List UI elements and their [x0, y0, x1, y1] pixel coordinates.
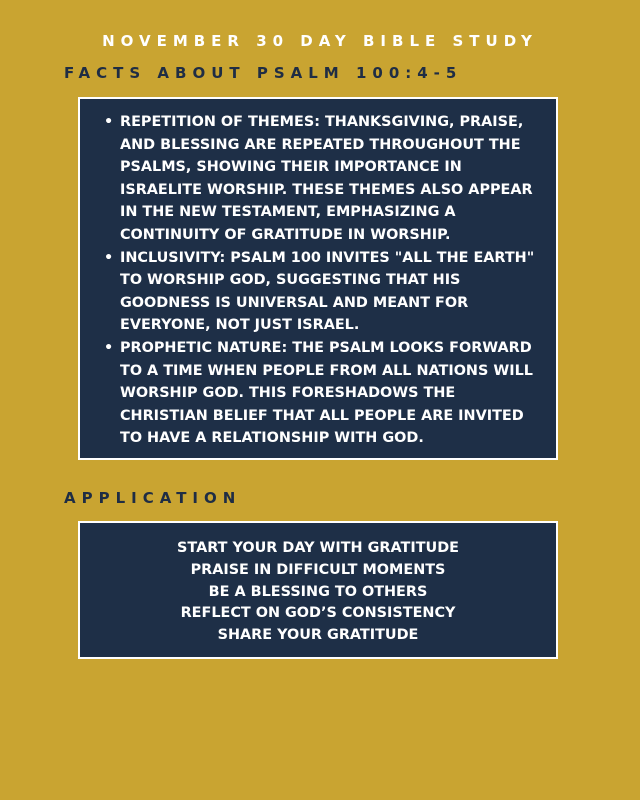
application-item: PRAISE IN DIFFICULT MOMENTS: [190, 561, 446, 578]
application-list: [80, 523, 556, 647]
bullet-icon: •: [104, 249, 114, 266]
fact-text: PROPHETIC NATURE: THE PSALM LOOKS FORWARD TO A TIME WHEN PEOPLE FROM ALL NATIONS WILL WORSHIP GOD. THIS FORESHADOWS THE CHRISTIAN BELIEF THAT ALL PEOPLE ARE INVITED TO HAVE A RELATIONSHIP WITH GOD.: [120, 339, 533, 447]
page-title: NOVEMBER 30 DAY BIBLE STUDY: [102, 32, 538, 50]
facts-heading: FACTS ABOUT PSALM 100:4-5: [64, 64, 463, 82]
facts-list: [80, 99, 556, 450]
application-item: SHARE YOUR GRATITUDE: [217, 627, 419, 644]
application-item: START YOUR DAY WITH GRATITUDE: [177, 540, 459, 556]
facts-box: [78, 97, 558, 460]
application-item: REFLECT ON GOD’S CONSISTENCY: [180, 605, 456, 622]
fact-item: [104, 111, 542, 247]
fact-text: INCLUSIVITY: PSALM 100 INVITES "ALL THE EARTH" TO WORSHIP GOD, SUGGESTING THAT HIS GOODNESS IS UNIVERSAL AND MEANT FOR EVERYONE, NOT JUST ISRAEL.: [120, 249, 535, 334]
bullet-icon: •: [104, 339, 114, 356]
application-box: [78, 521, 558, 659]
bullet-icon: •: [104, 114, 114, 130]
fact-text: REPETITION OF THEMES: THANKSGIVING, PRAISE, AND BLESSING ARE REPEATED THROUGHOUT THE PSALMS, SHOWING THEIR IMPORTANCE IN ISRAELITE WORSHIP. THESE THEMES ALSO APPEAR IN THE NEW TESTAMENT, EMPHASIZING A CONTINUITY OF GRATITUDE IN WORSHIP.: [120, 114, 533, 243]
application-item: BE A BLESSING TO OTHERS: [208, 583, 428, 600]
fact-item: [104, 337, 542, 450]
application-heading: APPLICATION: [64, 489, 242, 507]
fact-item: [104, 247, 542, 337]
